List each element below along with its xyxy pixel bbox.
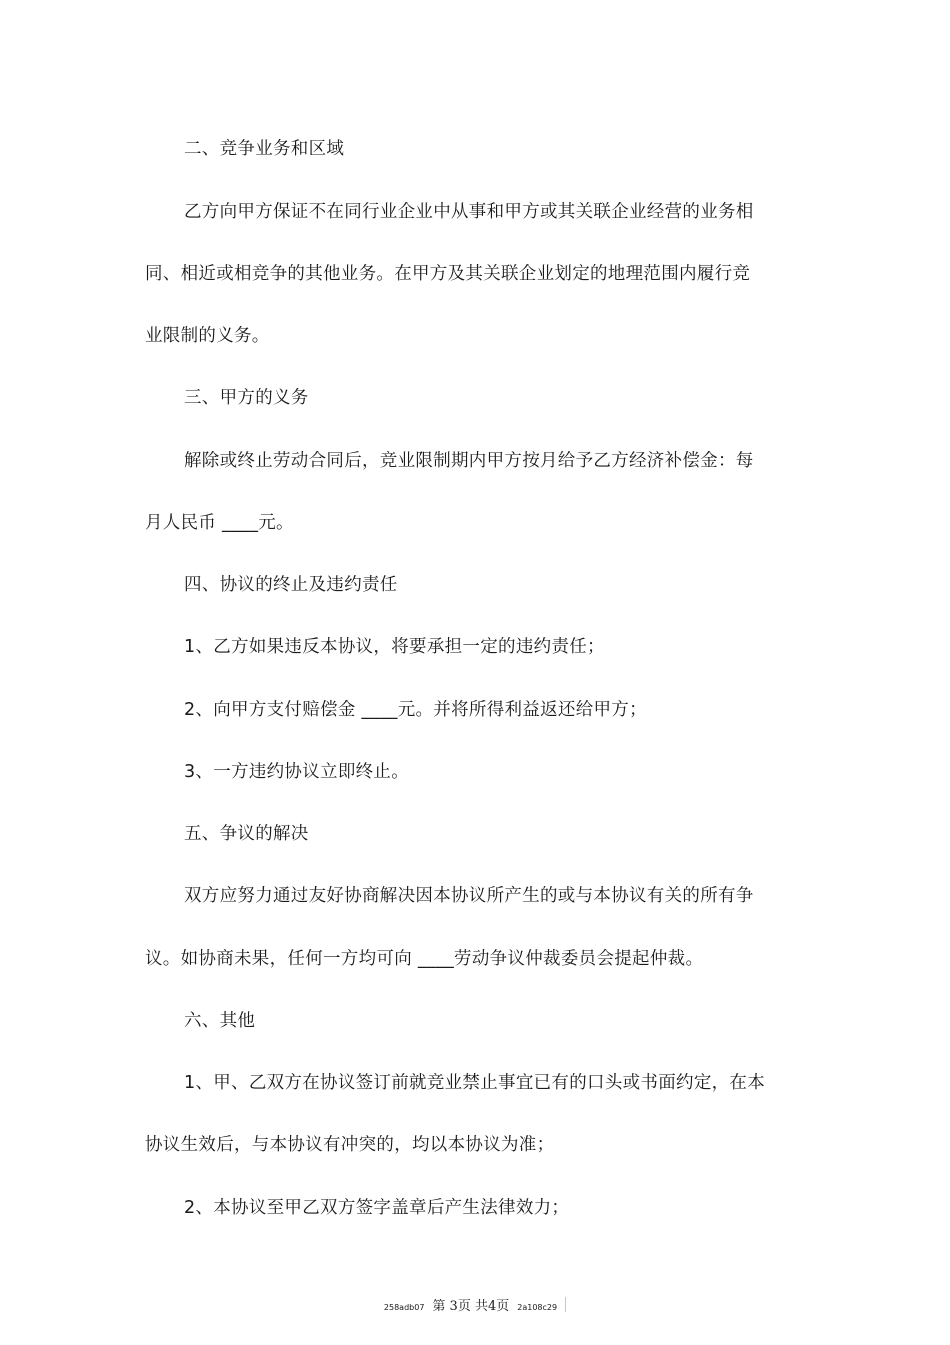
paragraph-line: 协议生效后，与本协议有冲突的，均以本协议为准； [145,1135,555,1155]
list-item: 3、一方违约协议立即终止。 [184,762,410,782]
list-item: 2、向甲方支付赔偿金 ____元。并将所得利益返还给甲方； [184,700,647,720]
paragraph-line: 议。如协商未果，任何一方均可向 ____劳动争议仲裁委员会提起仲裁。 [145,949,704,969]
footer-divider [565,1297,566,1312]
section-heading-3: 三、甲方的义务 [184,388,309,408]
footer-hash-right: 2a108c29 [517,1303,558,1312]
footer-hash-left: 258adb07 [383,1303,425,1312]
paragraph-line: 业限制的义务。 [145,326,270,346]
paragraph-line: 双方应努力通过友好协商解决因本协议所产生的或与本协议有关的所有争 [184,886,754,906]
page-number: 第 3页 共4页 [432,1299,510,1314]
paragraph-line: 解除或终止劳动合同后，竞业限制期内甲方按月给予乙方经济补偿金：每 [184,451,754,471]
section-heading-5: 五、争议的解决 [184,824,309,844]
paragraph-line: 乙方向甲方保证不在同行业企业中从事和甲方或其关联企业经营的业务相 [184,202,754,222]
paragraph-line: 月人民币 ____元。 [145,513,294,533]
section-heading-6: 六、其他 [184,1011,256,1031]
section-heading-2: 二、竞争业务和区域 [184,139,345,159]
page-footer [0,1295,950,1314]
paragraph-line: 同、相近或相竞争的其他业务。在甲方及其关联企业划定的地理范围内履行竞 [145,264,751,284]
list-item: 1、乙方如果违反本协议，将要承担一定的违约责任； [184,637,605,657]
section-heading-4: 四、协议的终止及违约责任 [184,575,398,595]
list-item: 2、本协议至甲乙双方签字盖章后产生法律效力； [184,1198,570,1218]
list-item: 1、甲、乙双方在协议签订前就竞业禁止事宜已有的口头或书面约定，在本 [184,1073,766,1093]
